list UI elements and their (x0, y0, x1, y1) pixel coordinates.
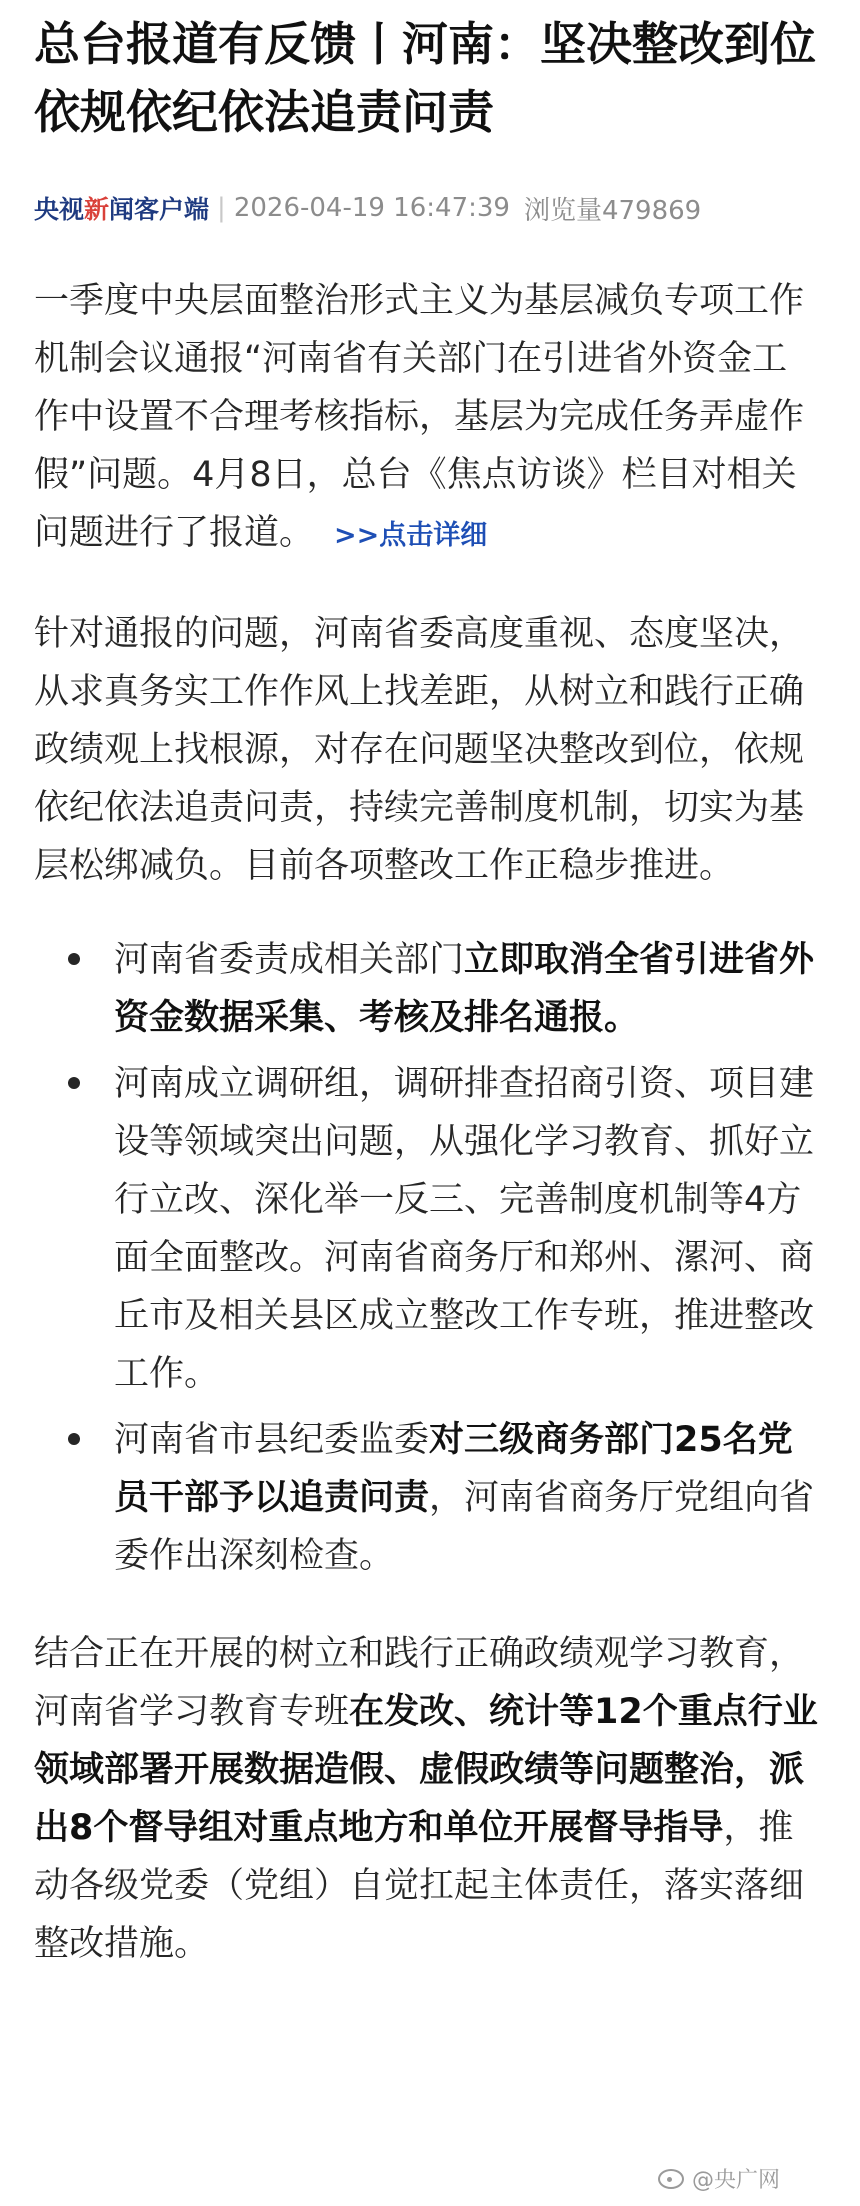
list-item (34, 1411, 822, 1585)
article-meta (34, 188, 822, 228)
list-item-text: 河南省市县纪委监委 (114, 1420, 430, 1460)
article-title: 总台报道有反馈丨河南：坚决整改到位 依规依纪依法追责问责 (34, 17, 816, 139)
watermark-text: @央广网 (691, 2168, 780, 2193)
paragraph-1-text: 一季度中央层面整治形式主义为基层减负专项工作机制会议通报“河南省有关部门在引进省外资金工作中设置不合理考核指标，基层为完成任务弄虚作假”问题。4月8日，总台《焦点访谈》栏目对相关问题进行了报道。 (34, 281, 805, 553)
list-item-text: 河南成立调研组，调研排查招商引资、项目建设等领域突出问题，从强化学习教育、抓好立行立改、深化举一反三、完善制度机制等4方面全面整改。河南省商务厅和郑州、漯河、商丘市及相关县区成立整改工作专班，推进整改工作。 (114, 1064, 815, 1394)
view-count: 浏览量479869 (523, 195, 702, 226)
source-name[interactable] (34, 190, 209, 226)
paragraph-3-text: 结合正在开展的树立和践行正确政绩观学习教育，河南省学习教育专班 (34, 1634, 805, 1732)
meta-separator: | (217, 193, 226, 223)
paragraph-2: 针对通报的问题，河南省委高度重视、态度坚决，从求真务实工作作风上找差距，从树立和践行正确政绩观上找根源，对存在问题坚决整改到位，依规依纪依法追责问责，持续完善制度机制，切实为基层松绑减负。目前各项整改工作正稳步推进。 (34, 614, 805, 886)
source-part-b: 新 (84, 195, 110, 224)
list-item-text: 河南省委责成相关部门 (114, 940, 465, 980)
weibo-icon (658, 2169, 684, 2189)
bullet-dot-icon (68, 1433, 80, 1445)
bullet-dot-icon (68, 1077, 80, 1089)
source-part-a: 央视 (34, 195, 85, 224)
bullet-list (34, 931, 822, 1585)
source-part-c: 闻客户端 (109, 195, 210, 224)
list-item-bold: 立即取消全省引进省外资金数据采集、考核及排名通报。 (114, 940, 815, 1038)
list-item (34, 1055, 822, 1403)
paragraph-1 (34, 272, 822, 565)
bullet-dot-icon (68, 953, 80, 965)
list-item-bold: 对三级商务部门25名党员干部予以追责问责 (114, 1420, 793, 1518)
watermark (658, 2163, 780, 2194)
list-item (34, 931, 822, 1047)
paragraph-3 (34, 1625, 822, 1973)
paragraph-3-bold: 在发改、统计等12个重点行业领域部署开展数据造假、虚假政绩等问题整治，派出8个督导组对重点地方和单位开展督导指导 (34, 1692, 818, 1848)
publish-datetime: 2026-04-19 16:47:39 (233, 193, 510, 223)
list-item-text-tail: ，河南省商务厅党组向省委作出深刻检查。 (114, 1478, 815, 1576)
detail-link[interactable]: >>点击详细 (334, 520, 488, 551)
paragraph-3-tail: ，推动各级党委（党组）自觉扛起主体责任，落实落细整改措施。 (34, 1808, 805, 1964)
